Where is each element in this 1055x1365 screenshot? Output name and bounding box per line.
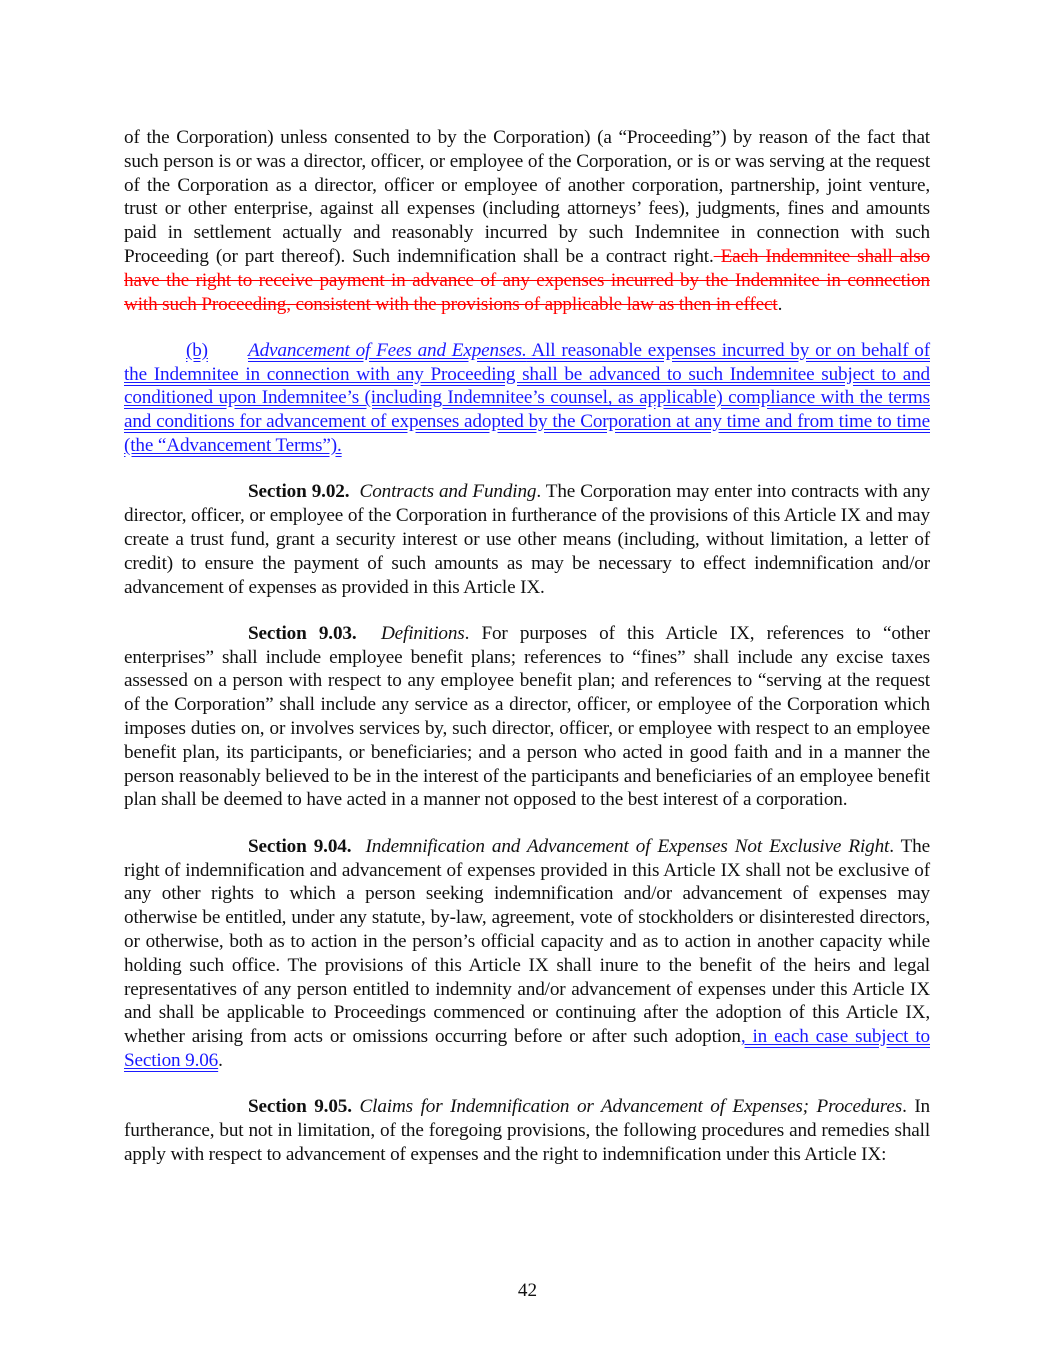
section-text: For purposes of this Article IX, references to “other enterprises” shall include employee benefit plans; references to “fines” shall include any excise taxes assessed on a person with respect to any employee benefit plan; and references to “serving at the request of the Corporation” shall include any service as a director, officer, or employee of the Corporation which imposes duties on, or involves services by, such director, officer, or employee with respect to an employee benefit plan, its participants, or beneficiaries; and a person who acted in good faith and in a manner the person reasonably believed to be in the interest of the participants and beneficiaries of an employee benefit plan shall be deemed to have acted in a manner not opposed to the best interest of a corporation. bbox=[124, 622, 931, 811]
section-title-punct: . bbox=[889, 835, 901, 857]
inserted-text: All reasonable expenses incurred by or on behalf of the Indemnitee in connection with any Proceeding shall be advanced to such Indemnitee subject to and conditioned upon Indemnitee’s (including Indemnitee’s counsel, as applicable) compliance with the terms and conditions for advancement of expenses adopted by the Corporation at any time and from time to time (the “Advancement Terms”). bbox=[124, 339, 930, 457]
section-9-05 bbox=[124, 1095, 930, 1166]
section-text: The Corporation may enter into contracts with any director, officer, or employee of the Corporation in furtherance of the provisions of this Article IX and may create a trust fund, grant a security interest or use other means (including, without limitation, a letter of credit) to ensure the payment of such amounts as may be necessary to effect indemnification and/or advancement of expenses as provided in this Article IX. bbox=[124, 481, 931, 598]
subsection-label: (b) bbox=[186, 339, 208, 361]
section-title: Indemnification and Advancement of Expenses Not Exclusive Right bbox=[365, 835, 890, 857]
subsection-heading: Advancement of Fees and Expenses. bbox=[248, 339, 527, 361]
inserted-text: , in each case subject to Section 9.06 bbox=[124, 1026, 930, 1071]
paragraph-b-advancement bbox=[124, 339, 930, 458]
section-end: . bbox=[218, 1049, 223, 1071]
paragraph-text: of the Corporation) unless consented to by the Corporation) (a “Proceeding”) by reason of the fact that such person is or was a director, officer, or employee of the Corporation, or is or was serving at the request of the Corporation as a director, officer or employee of another corporation, partnership, joint venture, trust or other enterprise, against all expenses (including attorneys’ fees), judgments, fines and amounts paid in settlement actually and reasonably incurred by such Indemnitee in connection with such Proceeding (or part thereof). Such indemnification shall be a contract right. bbox=[124, 127, 930, 267]
section-text: In furtherance, but not in limitation, of the foregoing provisions, the following procedures and remedies shall apply with respect to advancement of expenses and the right to indemnification under this Article IX: bbox=[124, 1096, 930, 1165]
section-9-03 bbox=[124, 622, 930, 812]
section-title: Definitions bbox=[380, 622, 465, 644]
section-title-punct: . bbox=[902, 1096, 915, 1118]
document-page bbox=[124, 126, 930, 1189]
section-title: Contracts and Funding bbox=[359, 481, 537, 503]
section-title-punct: . bbox=[536, 481, 546, 503]
section-title-punct: . bbox=[464, 622, 482, 644]
paragraph-indemnification-continued bbox=[124, 126, 930, 316]
section-number: Section 9.03. bbox=[248, 622, 357, 644]
section-number: Section 9.05. bbox=[248, 1096, 352, 1118]
section-9-02 bbox=[124, 480, 930, 599]
section-text: The right of indemnification and advancement of expenses provided in this Article IX shall not be exclusive of any other rights to which a person seeking indemnification and/or advancement of expenses may otherwise be entitled, under any statute, by-law, agreement, vote of stockholders or disinterested directors, or otherwise, both as to action in the person’s official capacity and as to action in another capacity while holding such office. The provisions of this Article IX shall inure to the benefit of the heirs and legal representatives of any person entitled to indemnity and/or advancement of expenses under this Article IX and shall be applicable to Proceedings commenced or continuing after the adoption of this Article IX, whether arising from acts or omissions occurring before or after such adoption bbox=[124, 835, 930, 1048]
paragraph-end: . bbox=[777, 293, 783, 315]
section-title: Claims for Indemnification or Advancement of Expenses; Procedures bbox=[359, 1096, 903, 1118]
section-number: Section 9.04. bbox=[248, 835, 352, 857]
section-9-04 bbox=[124, 835, 930, 1073]
page-number: 42 bbox=[517, 1280, 538, 1301]
section-number: Section 9.02. bbox=[248, 481, 350, 503]
deleted-text: Each Indemnitee shall also have the right to receive payment in advance of any expenses incurred by the Indemnitee in connection with such Proceeding, consistent with the provisions of applicable law as then in effect bbox=[124, 245, 930, 315]
